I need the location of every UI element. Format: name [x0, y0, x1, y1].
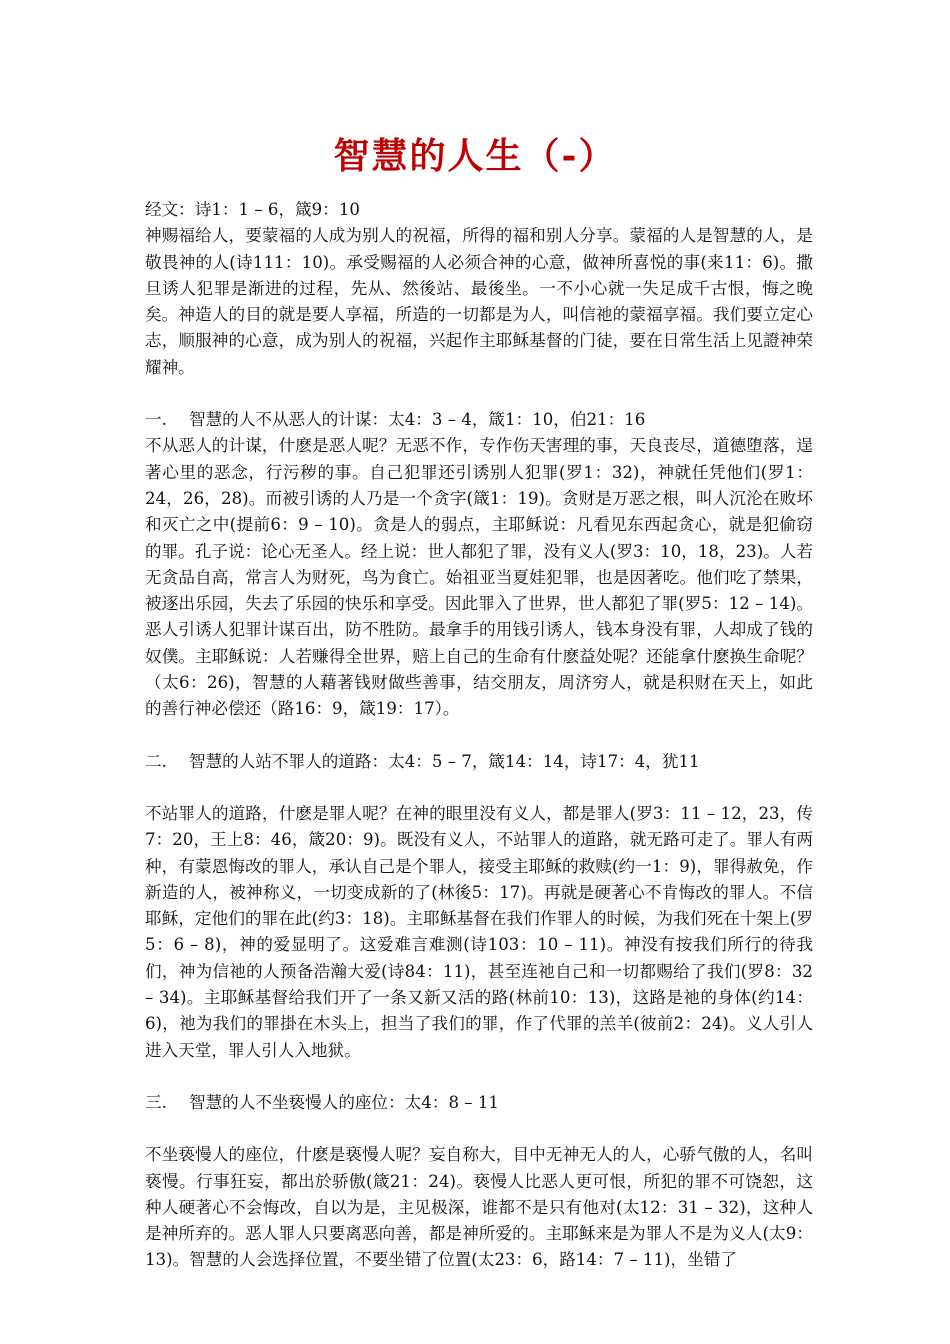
spacer: [145, 723, 813, 749]
section-heading-text: 智慧的人站不罪人的道路：太4：5 – 7，箴14：14，诗17：4，犹11: [189, 751, 700, 771]
section-number: 三.: [145, 1092, 167, 1112]
spacer: [145, 381, 813, 407]
section-number: 二.: [145, 751, 167, 771]
section-heading-3: [145, 1090, 813, 1116]
intro-paragraph: 神赐福给人，要蒙福的人成为别人的祝福，所得的福和别人分享。蒙福的人是智慧的人，是敬畏神的人(诗111：10)。承受赐福的人必须合神的心意，做神所喜悦的事(来11：6)。撒旦诱人犯罪是渐进的过程，先从、然後站、最後坐。一不小心就一失足成千古恨，悔之晚矣。神造人的目的就是要人享福，所造的一切都是为人，叫信祂的蒙福享福。我们要立定心志，顺服神的心意，成为别人的祝福，兴起作主耶稣基督的门徒，要在日常生活上见證神荣耀神。: [145, 226, 813, 377]
page-title: 智慧的人生（-）: [333, 135, 617, 177]
spacer: [145, 1116, 813, 1142]
section-body-1: 不从恶人的计谋，什麽是恶人呢？无恶不作，专作伤天害理的事，天良丧尽，道德堕落，逞著心里的恶念，行污秽的事。自己犯罪还引诱别人犯罪(罗1：32)，神就任凭他们(罗1：24，26，28)。而被引诱的人乃是一个贪字(箴1：19)。贪财是万恶之根，叫人沉沦在败坏和灭亡之中(提前6：9 – 10)。贪是人的弱点，主耶稣说：凡看见东西起贪心，就是犯偷窃的罪。孔子说：论心无圣人。经上说：世人都犯了罪，没有义人(罗3：10，18，23)。人若无贪品自高，常言人为财死，鸟为食亡。始祖亚当夏娃犯罪，也是因著吃。他们吃了禁果，被逐出乐园，失去了乐园的快乐和享受。因此罪入了世界，世人都犯了罪(罗5：12 – 14)。恶人引诱人犯罪计谋百出，防不胜防。最拿手的用钱引诱人，钱本身没有罪，人却成了钱的奴僕。主耶稣说：人若赚得全世界，赔上自己的生命有什麽益处呢？还能拿什麽换生命呢？（太6：26)，智慧的人藉著钱财做些善事，结交朋友，周济穷人，就是积财在天上，如此的善行神必偿还（路16：9，箴19：17）。: [145, 436, 813, 719]
section-body-3: 不坐亵慢人的座位，什麽是亵慢人呢？妄自称大，目中无神无人的人，心骄气傲的人，名叫亵慢。行事狂妄，都出於骄傲(箴21：24)。亵慢人比恶人更可恨，所犯的罪不可饶恕，这种人硬著心不会悔改，自以为是，主见极深，谁都不是只有他对(太12：31 – 32)，这种人是神所弃的。恶人罪人只要离恶向善，都是神所爱的。主耶稣来是为罪人不是为义人(太9：13)。智慧的人会选择位置，不要坐错了位置(太23：6，路14：7 – 11)，坐错了: [145, 1145, 813, 1270]
section-heading-2: [145, 749, 813, 775]
document-body: [145, 197, 813, 1274]
section-heading-1: [145, 407, 813, 433]
spacer: [145, 1064, 813, 1090]
section-heading-text: 智慧的人不从恶人的计谋：太4：3 – 4，箴1：10，伯21：16: [189, 410, 646, 430]
spacer: [145, 775, 813, 801]
section-heading-text: 智慧的人不坐亵慢人的座位：太4：8 – 11: [189, 1092, 499, 1112]
section-number: 一.: [145, 410, 167, 430]
scripture-reference: 经文：诗1：1 – 6，箴9：10: [145, 200, 360, 219]
section-body-2: 不站罪人的道路，什麽是罪人呢？在神的眼里没有义人，都是罪人(罗3：11 – 12，23，传7：20，王上8：46，箴20：9)。既没有义人，不站罪人的道路，就无路可走了。罪人有两种，有蒙恩悔改的罪人，承认自己是个罪人，接受主耶稣的救赎(约一1：9)，罪得赦免，作新造的人，被神称义，一切变成新的了(林後5：17)。再就是硬著心不肯悔改的罪人。不信耶稣，定他们的罪在此(约3：18)。主耶稣基督在我们作罪人的时候，为我们死在十架上(罗5：6 – 8)，神的爱显明了。这爱难言难测(诗103：10 – 11)。神没有按我们所行的待我们，神为信祂的人预备浩瀚大爱(诗84：11)，甚至连祂自己和一切都赐给了我们(罗8：32 – 34)。主耶稣基督给我们开了一条又新又活的路(林前10：13)，这路是祂的身体(约14：6)，祂为我们的罪掛在木头上，担当了我们的罪，作了代罪的羔羊(彼前2：24)。义人引人进入天堂，罪人引人入地狱。: [145, 803, 813, 1060]
